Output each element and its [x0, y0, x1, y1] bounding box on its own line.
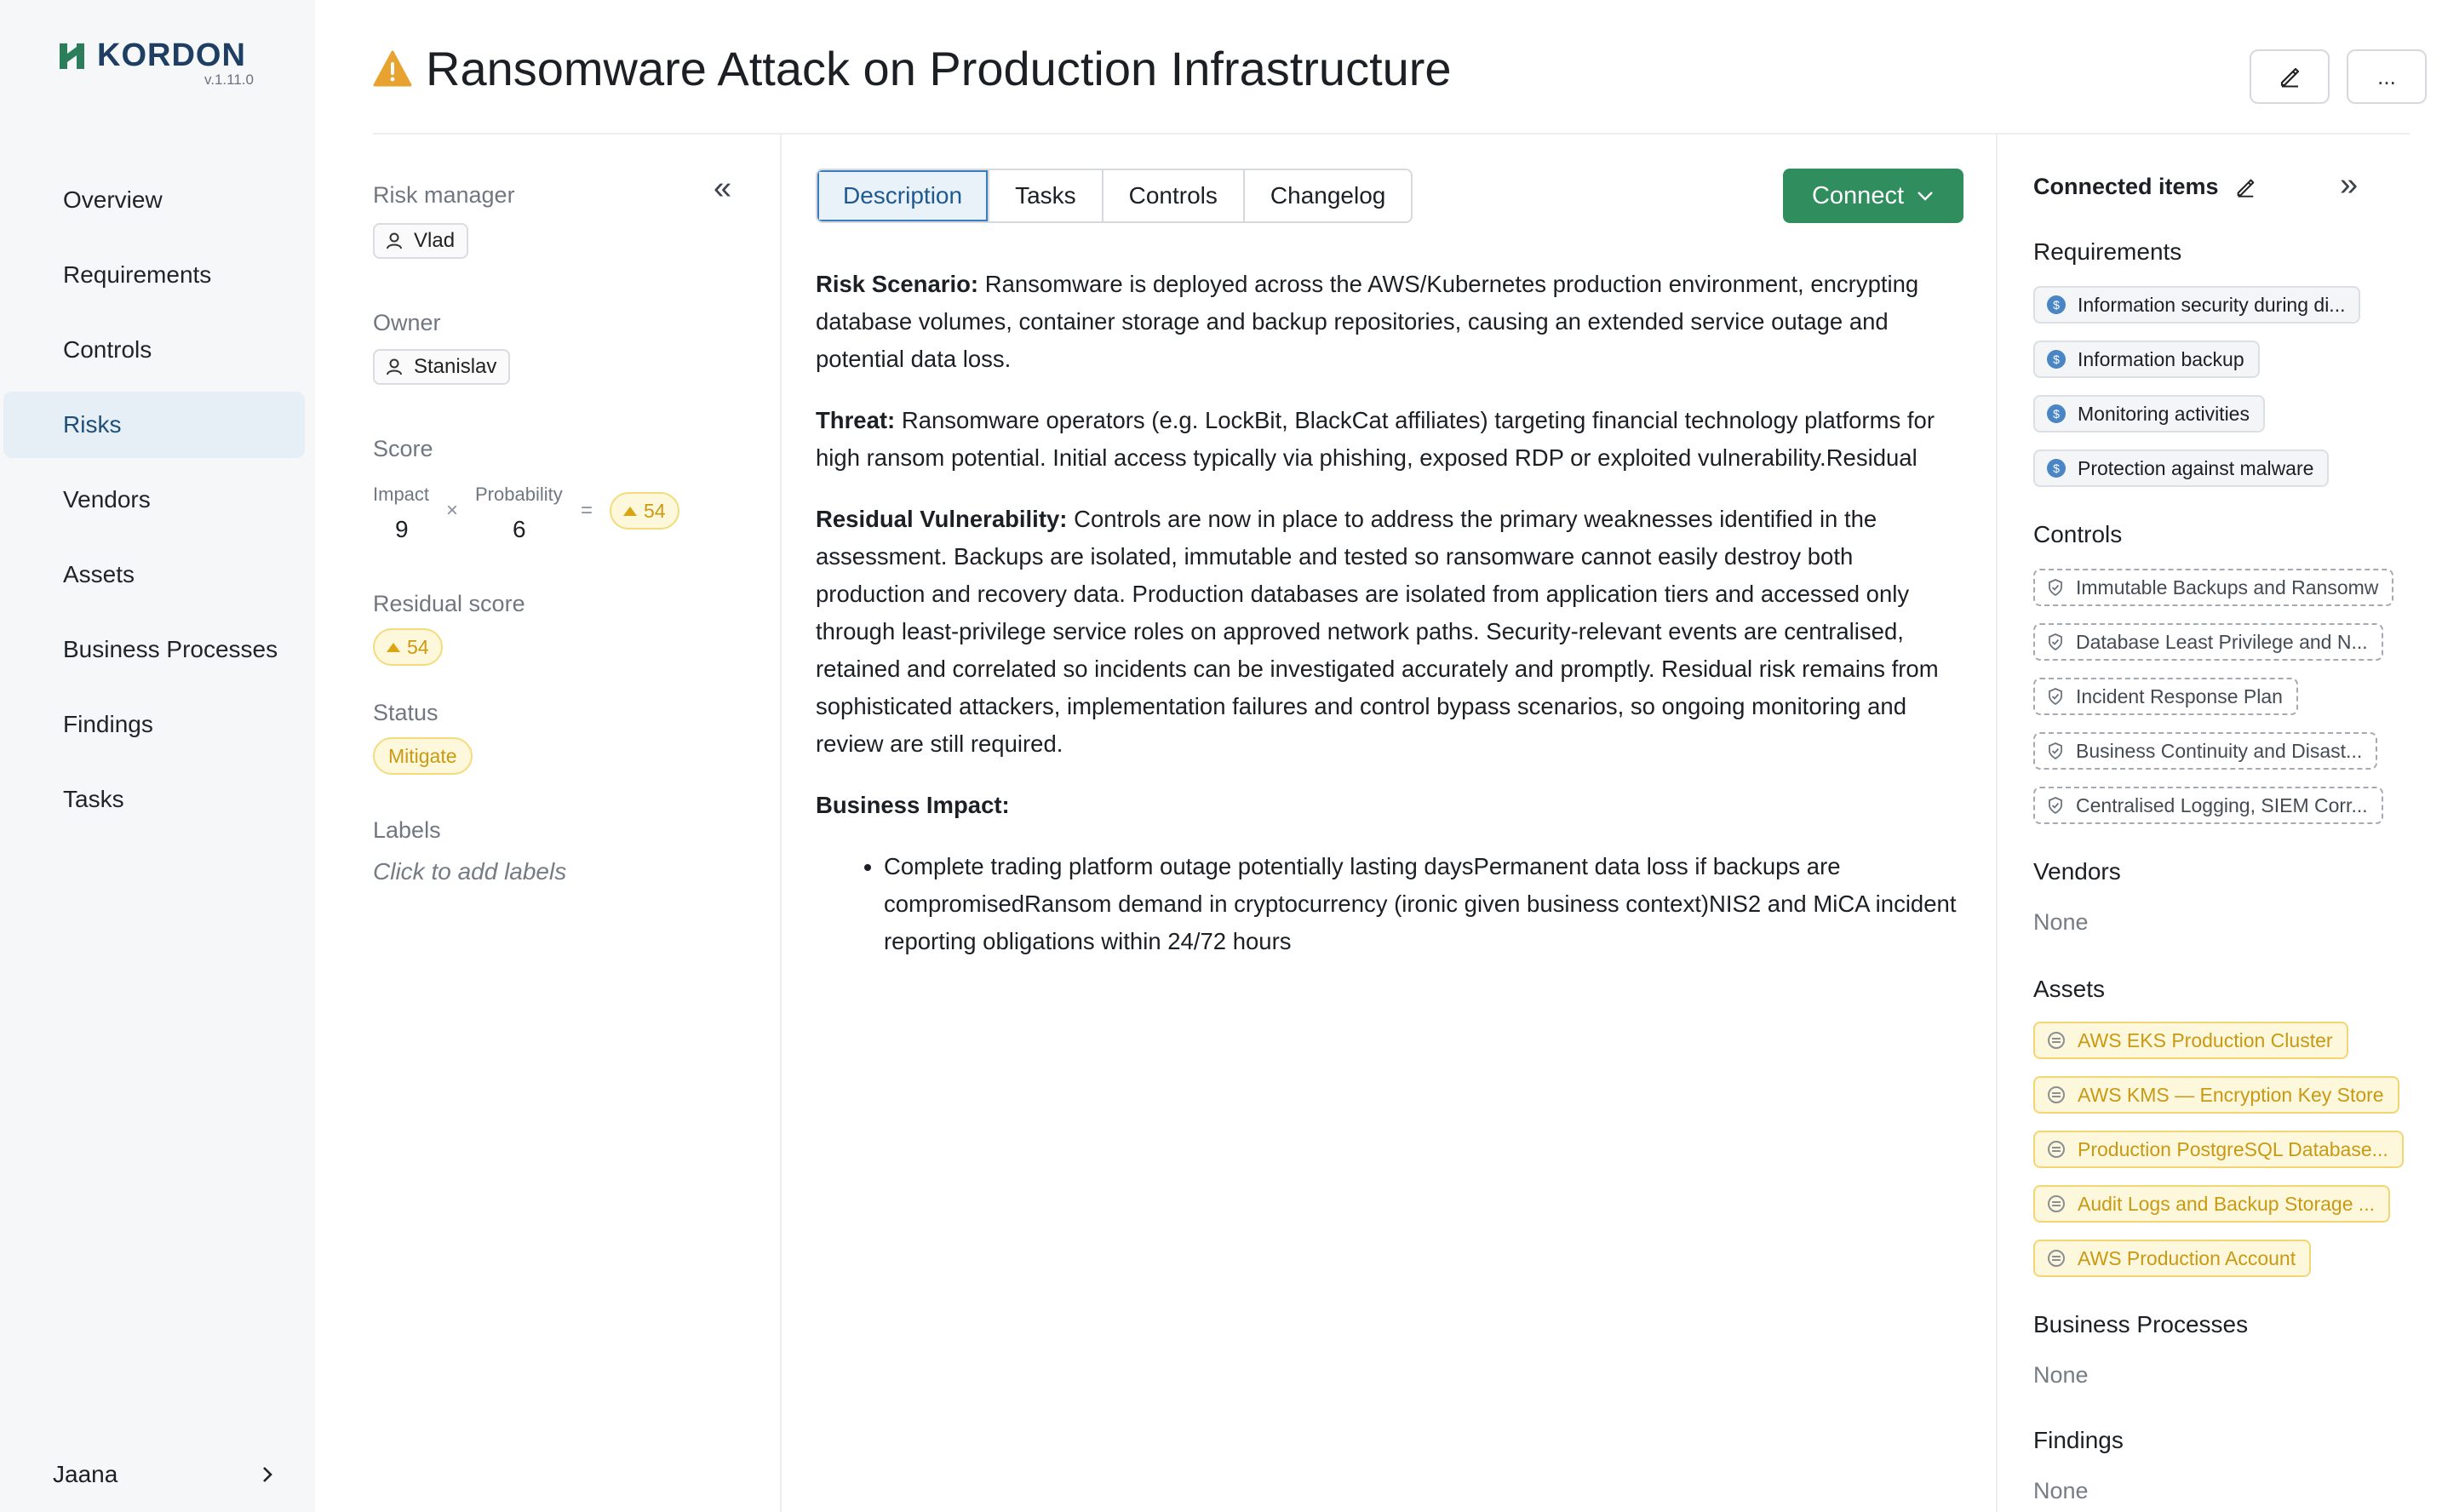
dollar-icon: $	[2047, 459, 2066, 478]
business-processes-empty: None	[2033, 1362, 2089, 1388]
user-icon	[385, 358, 404, 376]
user-menu[interactable]	[53, 1461, 274, 1488]
triangle-up-icon	[387, 643, 400, 652]
add-labels-placeholder[interactable]: Click to add labels	[373, 858, 567, 885]
assets-section-title: Assets	[2033, 976, 2106, 1002]
control-chip[interactable]	[2033, 569, 2393, 606]
coin-icon	[2047, 1031, 2066, 1050]
risk-scenario-text: Ransomware is deployed across the AWS/Kubernetes production environment, encrypting database volumes, container storage and backup repositories, causing an extended service outage and potential data loss.	[816, 271, 1919, 372]
control-label: Business Continuity and Disast...	[2076, 739, 2363, 762]
impact-label: Impact	[373, 484, 430, 505]
collapse-panel-icon[interactable]: »	[2340, 167, 2359, 203]
asset-chip[interactable]	[2033, 1022, 2348, 1059]
edit-button[interactable]	[2250, 49, 2330, 104]
warning-icon	[373, 49, 412, 89]
status-badge[interactable]: Mitigate	[373, 737, 473, 775]
logo-text: KORDON	[97, 37, 246, 73]
coin-icon	[2047, 1140, 2066, 1159]
sidebar-item-tasks[interactable]: Tasks	[63, 786, 124, 812]
sidebar	[0, 0, 315, 1512]
page-header	[373, 41, 1452, 96]
score-badge	[610, 492, 679, 530]
threat-paragraph	[816, 402, 1965, 477]
residual-vulnerability-label: Residual Vulnerability:	[816, 506, 1068, 532]
asset-chip[interactable]	[2033, 1131, 2404, 1168]
requirements-section-title: Requirements	[2033, 238, 2182, 265]
coin-icon	[2047, 1249, 2066, 1268]
requirement-chip[interactable]	[2033, 450, 2329, 487]
sidebar-item-vendors[interactable]: Vendors	[63, 486, 151, 513]
controls-section-title: Controls	[2033, 521, 2123, 547]
control-chip[interactable]	[2033, 787, 2383, 824]
control-label: Immutable Backups and Ransomw	[2076, 576, 2379, 598]
coin-icon	[2047, 1085, 2066, 1104]
requirement-label: Information security during di...	[2078, 293, 2346, 316]
dollar-icon: $	[2047, 404, 2066, 423]
threat-text: Ransomware operators (e.g. LockBit, BlackCat affiliates) targeting financial technology platforms for high ransom potential. Initial access typically via phishing, exposed RDP or exploited vulnerability.Residual	[816, 407, 1935, 471]
collapse-details-icon[interactable]: «	[714, 170, 732, 206]
risk-scenario-paragraph	[816, 266, 1965, 378]
list-item: • Complete trading platform outage potentially lasting daysPermanent data loss if backups are compromisedRansom demand in cryptocurrency (ironic given business context)NIS2 and MiCA incident reporting obligations within 24/72 hours	[884, 848, 1965, 960]
threat-label: Threat:	[816, 407, 896, 433]
connect-button[interactable]	[1783, 169, 1963, 223]
shield-icon	[2047, 742, 2064, 760]
app-logo[interactable]	[60, 37, 246, 74]
requirement-chip[interactable]	[2033, 286, 2360, 324]
more-options-button[interactable]: ...	[2347, 49, 2427, 104]
asset-label: AWS EKS Production Cluster	[2078, 1028, 2333, 1051]
control-label: Incident Response Plan	[2076, 684, 2283, 707]
requirement-chip[interactable]	[2033, 395, 2265, 432]
requirement-label: Information backup	[2078, 347, 2244, 370]
control-label: Centralised Logging, SIEM Corr...	[2076, 793, 2368, 816]
dollar-icon: $	[2047, 295, 2066, 314]
tab-tasks[interactable]: Tasks	[989, 170, 1103, 221]
header-divider	[373, 133, 2410, 135]
chevron-right-icon	[261, 1465, 274, 1484]
business-impact-heading	[816, 787, 1965, 824]
coin-icon	[2047, 1194, 2066, 1213]
asset-label: AWS KMS — Encryption Key Store	[2078, 1083, 2384, 1106]
column-divider	[1996, 135, 1998, 1512]
asset-label: AWS Production Account	[2078, 1246, 2296, 1269]
kordon-logo-icon	[60, 43, 90, 69]
asset-chip[interactable]	[2033, 1185, 2390, 1223]
tab-controls[interactable]: Controls	[1103, 170, 1245, 221]
dollar-icon: $	[2047, 350, 2066, 369]
control-label: Database Least Privilege and N...	[2076, 630, 2368, 653]
shield-icon	[2047, 687, 2064, 706]
sidebar-nav	[0, 167, 308, 841]
shield-icon	[2047, 796, 2064, 815]
probability-value[interactable]: 6	[513, 516, 526, 542]
findings-section-title: Findings	[2033, 1427, 2124, 1453]
control-chip[interactable]	[2033, 678, 2298, 715]
sidebar-item-findings[interactable]: Findings	[63, 711, 153, 737]
equals-sign: =	[581, 499, 593, 522]
pencil-icon	[2278, 65, 2302, 89]
business-impact-label: Business Impact:	[816, 792, 1010, 818]
probability-label: Probability	[475, 484, 563, 505]
description-content	[816, 266, 1965, 960]
residual-vulnerability-paragraph	[816, 501, 1965, 763]
risk-manager-label: Risk manager	[373, 182, 515, 208]
asset-chip[interactable]	[2033, 1076, 2399, 1114]
control-chip[interactable]	[2033, 623, 2383, 661]
sidebar-item-overview[interactable]: Overview	[63, 186, 163, 213]
business-processes-section-title: Business Processes	[2033, 1311, 2249, 1337]
requirement-label: Monitoring activities	[2078, 402, 2250, 425]
score-value: 54	[644, 499, 666, 522]
sidebar-item-assets[interactable]: Assets	[63, 561, 135, 587]
impact-value[interactable]: 9	[395, 516, 409, 542]
user-name: Jaana	[53, 1461, 118, 1487]
findings-empty: None	[2033, 1478, 2089, 1503]
tab-description[interactable]: Description	[817, 170, 989, 221]
shield-icon	[2047, 633, 2064, 651]
page-title: Ransomware Attack on Production Infrastructure	[426, 42, 1452, 95]
asset-chip[interactable]	[2033, 1240, 2311, 1277]
control-chip[interactable]	[2033, 732, 2377, 770]
labels-label: Labels	[373, 817, 441, 843]
requirement-chip[interactable]	[2033, 341, 2260, 378]
sidebar-item-risks[interactable]: Risks	[3, 392, 305, 458]
owner-chip[interactable]	[373, 349, 510, 385]
tab-changelog[interactable]: Changelog	[1245, 170, 1411, 221]
risk-manager-chip[interactable]	[373, 223, 468, 259]
owner-name: Stanislav	[414, 355, 497, 378]
score-label: Score	[373, 436, 433, 461]
user-icon	[385, 232, 404, 250]
chevron-down-icon	[1916, 190, 1935, 202]
risk-manager-name: Vlad	[414, 229, 456, 252]
requirement-label: Protection against malware	[2078, 456, 2314, 479]
asset-label: Audit Logs and Backup Storage ...	[2078, 1192, 2376, 1215]
vendors-empty: None	[2033, 909, 2089, 935]
vendors-section-title: Vendors	[2033, 858, 2121, 885]
sidebar-item-controls[interactable]: Controls	[63, 336, 152, 363]
residual-score-label: Residual score	[373, 591, 525, 616]
status-label: Status	[373, 700, 439, 725]
connected-items-title: Connected items	[2033, 174, 2219, 199]
pencil-icon[interactable]	[2234, 176, 2256, 198]
tab-bar	[816, 169, 1413, 223]
connect-label: Connect	[1811, 181, 1904, 209]
multiply-sign: ×	[446, 499, 459, 522]
business-impact-list	[816, 848, 1965, 960]
app-version: v.1.11.0	[204, 72, 254, 88]
residual-vulnerability-text: Controls are now in place to address the primary weaknesses identified in the assessment. Backups are isolated, immutable and tested so ransomware cannot easily destroy both production and recovery data. Production databases are isolated from application tiers and accessed only through least-privilege service roles on approved network paths. Security-relevant events are centralised, retained and correlated so incidents can be investigated accurately and promptly. Residual risk remains from sophisticated attackers, implementation failures and control bypass scenarios, so ongoing monitoring and review are still required.	[816, 506, 1939, 757]
owner-label: Owner	[373, 310, 441, 335]
risk-scenario-label: Risk Scenario:	[816, 271, 979, 297]
sidebar-item-requirements[interactable]: Requirements	[63, 261, 212, 288]
residual-score-value: 54	[407, 635, 429, 658]
sidebar-item-business-processes[interactable]: Business Processes	[63, 636, 278, 662]
connected-items-header	[2033, 174, 2256, 200]
residual-score-badge[interactable]	[373, 628, 443, 666]
column-divider	[780, 135, 782, 1512]
asset-label: Production PostgreSQL Database...	[2078, 1137, 2388, 1160]
shield-icon	[2047, 578, 2064, 597]
triangle-up-icon	[623, 507, 637, 516]
